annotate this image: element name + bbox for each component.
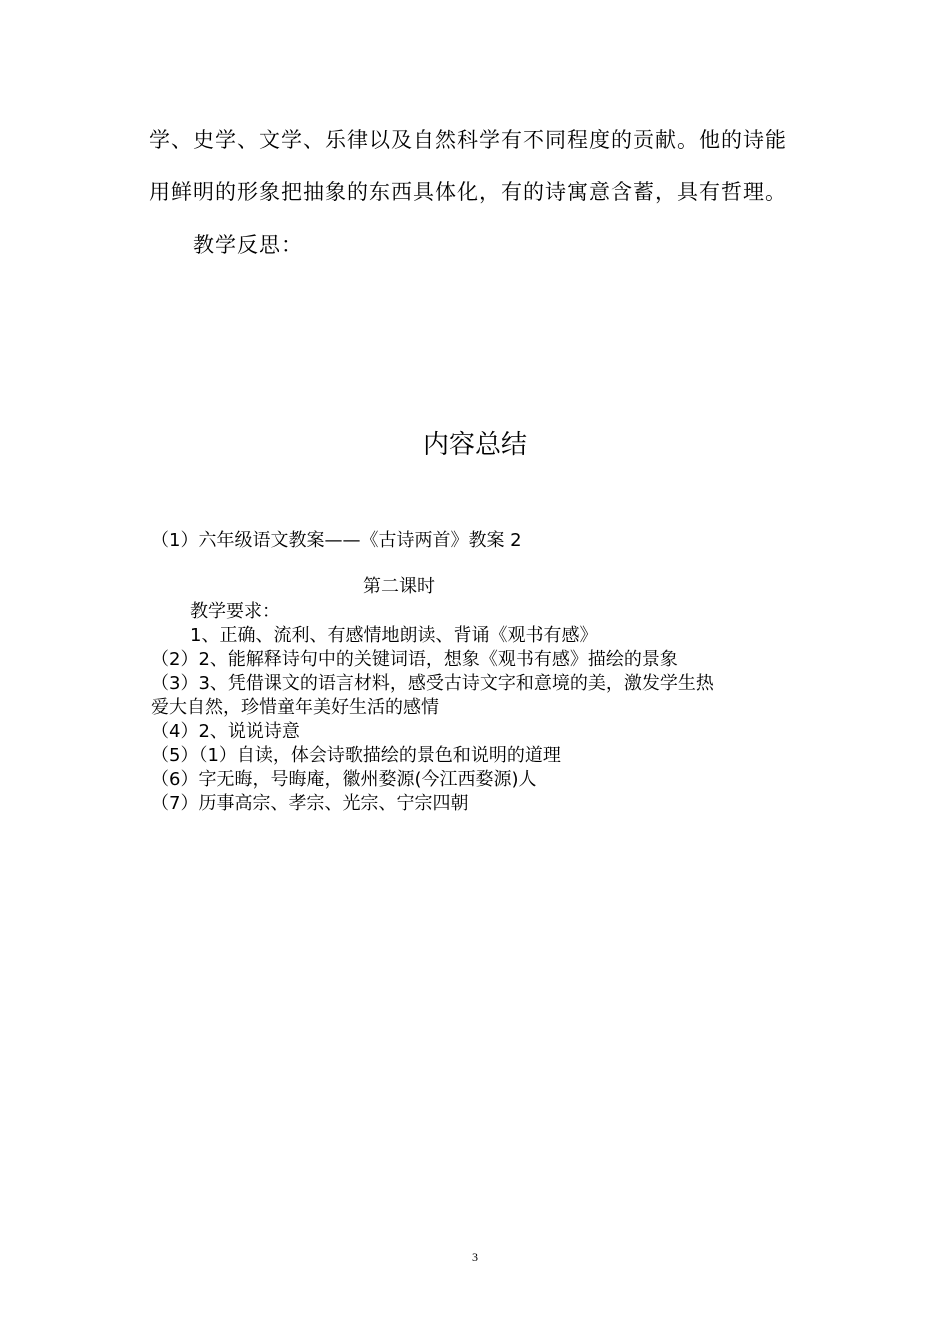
teaching-requirements-heading: 教学要求： xyxy=(190,601,280,622)
requirement-item-1: 1、正确、流利、有感情地朗读、背诵《观书有感》 xyxy=(190,625,598,646)
summary-item-7: （7）历事高宗、孝宗、光宗、宁宗四朝 xyxy=(151,793,469,814)
paragraph-line-1: 学、史学、文学、乐律以及自然科学有不同程度的贡献。他的诗能 xyxy=(149,128,787,152)
paragraph-line-2: 用鲜明的形象把抽象的东西具体化，有的诗寓意含蓄，具有哲理。 xyxy=(149,180,787,204)
teaching-reflection-heading: 教学反思： xyxy=(193,233,303,257)
summary-item-3: （3）3、凭借课文的语言材料，感受古诗文字和意境的美，激发学生热 xyxy=(151,673,714,694)
summary-item-1: （1）六年级语文教案——《古诗两首》教案 2 xyxy=(151,530,522,551)
summary-item-5: （5）（1）自读，体会诗歌描绘的景色和说明的道理 xyxy=(151,745,561,766)
summary-title: 内容总结 xyxy=(422,430,527,460)
page-number: 3 xyxy=(472,1250,478,1264)
summary-item-2: （2）2、能解释诗句中的关键词语，想象《观书有感》描绘的景象 xyxy=(151,649,678,670)
summary-item-4: （4）2、说说诗意 xyxy=(151,721,300,742)
summary-item-3-continued: 爱大自然，珍惜童年美好生活的感情 xyxy=(151,697,439,718)
summary-item-6: （6）字无晦，号晦庵，徽州婺源(今江西婺源)人 xyxy=(151,769,537,790)
lesson-period-heading: 第二课时 xyxy=(363,576,435,597)
